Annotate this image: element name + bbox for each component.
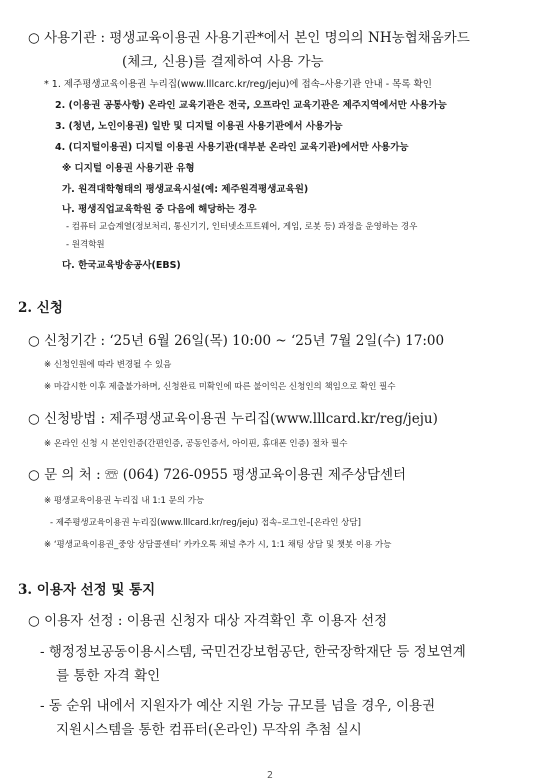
digital-type-na-sub2: - 원격학원 [66,240,105,250]
usage-note-1: * 1. 제주평생교육이용권 누리집(www.lllcarc.kr/reg/jeju)에 접속–사용기관 안내 - 목록 확인 [44,79,432,90]
selection-bullet-1-line1: - 행정정보공동이용시스템, 국민건강보험공단, 한국장학재단 등 정보연계 [40,644,466,660]
method-note: ※ 온라인 신청 시 본인인증(간편인증, 공동인증서, 아이핀, 휴대폰 인증) 절차 필수 [44,439,348,449]
usage-note-4: 4. (디지털이용권) 디지털 이용권 사용기관(대부분 온라인 교육기관)에서만 사용가능 [55,142,409,153]
usage-note-2: 2. (이용권 공통사항) 온라인 교육기관은 전국, 오프라인 교육기관은 제주지역에서만 사용가능 [55,100,447,111]
period-note-2: ※ 마감시한 이후 제출불가하며, 신청완료 미확인에 따른 불이익은 신청인의 책임으로 확인 필수 [44,382,396,392]
usage-institution-line2: (체크, 신용)를 결제하여 사용 가능 [122,54,324,70]
selection-bullet-1-line2: 를 통한 자격 확인 [56,668,161,684]
digital-type-ga: 가. 원격대학형태의 평생교육시설(예: 제주원격평생교육원) [62,184,309,195]
digital-type-na-sub1: - 컴퓨터 교습계열(정보처리, 통신기기, 인터넷소프트웨어, 게임, 로봇 등) 과정을 운영하는 경우 [66,222,418,232]
selection-bullet-2-line1: - 동 순위 내에서 지원자가 예산 지원 가능 규모를 넘을 경우, 이용권 [40,698,436,714]
digital-type-na: 나. 평생직업교육학원 중 다음에 해당하는 경우 [62,204,257,215]
usage-note-3: 3. (청년, 노인이용권) 일반 및 디지털 이용권 사용기관에서 사용가능 [55,121,343,132]
user-selection: ○ 이용자 선정 : 이용권 신청자 대상 자격확인 후 이용자 선정 [28,613,388,629]
period-note-1: ※ 신청인원에 따라 변경될 수 있음 [44,360,172,370]
page-number: 2 [267,770,274,781]
contact-note-1: ※ 평생교육이용권 누리집 내 1:1 문의 가능 [44,496,205,506]
digital-type-da: 다. 한국교육방송공사(EBS) [62,260,181,271]
application-period: ○ 신청기간 : ‘25년 6월 26일(목) 10:00 ~ ‘25년 7월 2일(수) 17:00 [28,333,445,349]
selection-bullet-2-line2: 지원시스템을 통한 컴퓨터(온라인) 무작위 추첨 실시 [56,722,362,738]
section-3-heading: 3. 이용자 선정 및 통지 [18,582,156,598]
contact-note-3: ※ ‘평생교육이용권_중앙 상담콜센터’ 카카오톡 채널 추가 시, 1:1 채팅 상담 및 챗봇 이용 가능 [44,540,392,550]
contact-note-2: - 제주평생교육이용권 누리집(www.lllcard.kr/reg/jeju) 접속–로그인–[온라인 상담] [50,518,361,528]
contact-line: ○ 문 의 처 : ☏ (064) 726-0955 평생교육이용권 제주상담센터 [28,467,407,483]
application-method: ○ 신청방법 : 제주평생교육이용권 누리집(www.lllcard.kr/reg/jeju) [28,411,438,427]
section-2-heading: 2. 신청 [18,300,63,316]
digital-types-title: ※ 디지털 이용권 사용기관 유형 [62,163,195,174]
usage-institution-line1: ○ 사용기관 : 평생교육이용권 사용기관*에서 본인 명의의 NH농협채움카드 [28,30,470,46]
